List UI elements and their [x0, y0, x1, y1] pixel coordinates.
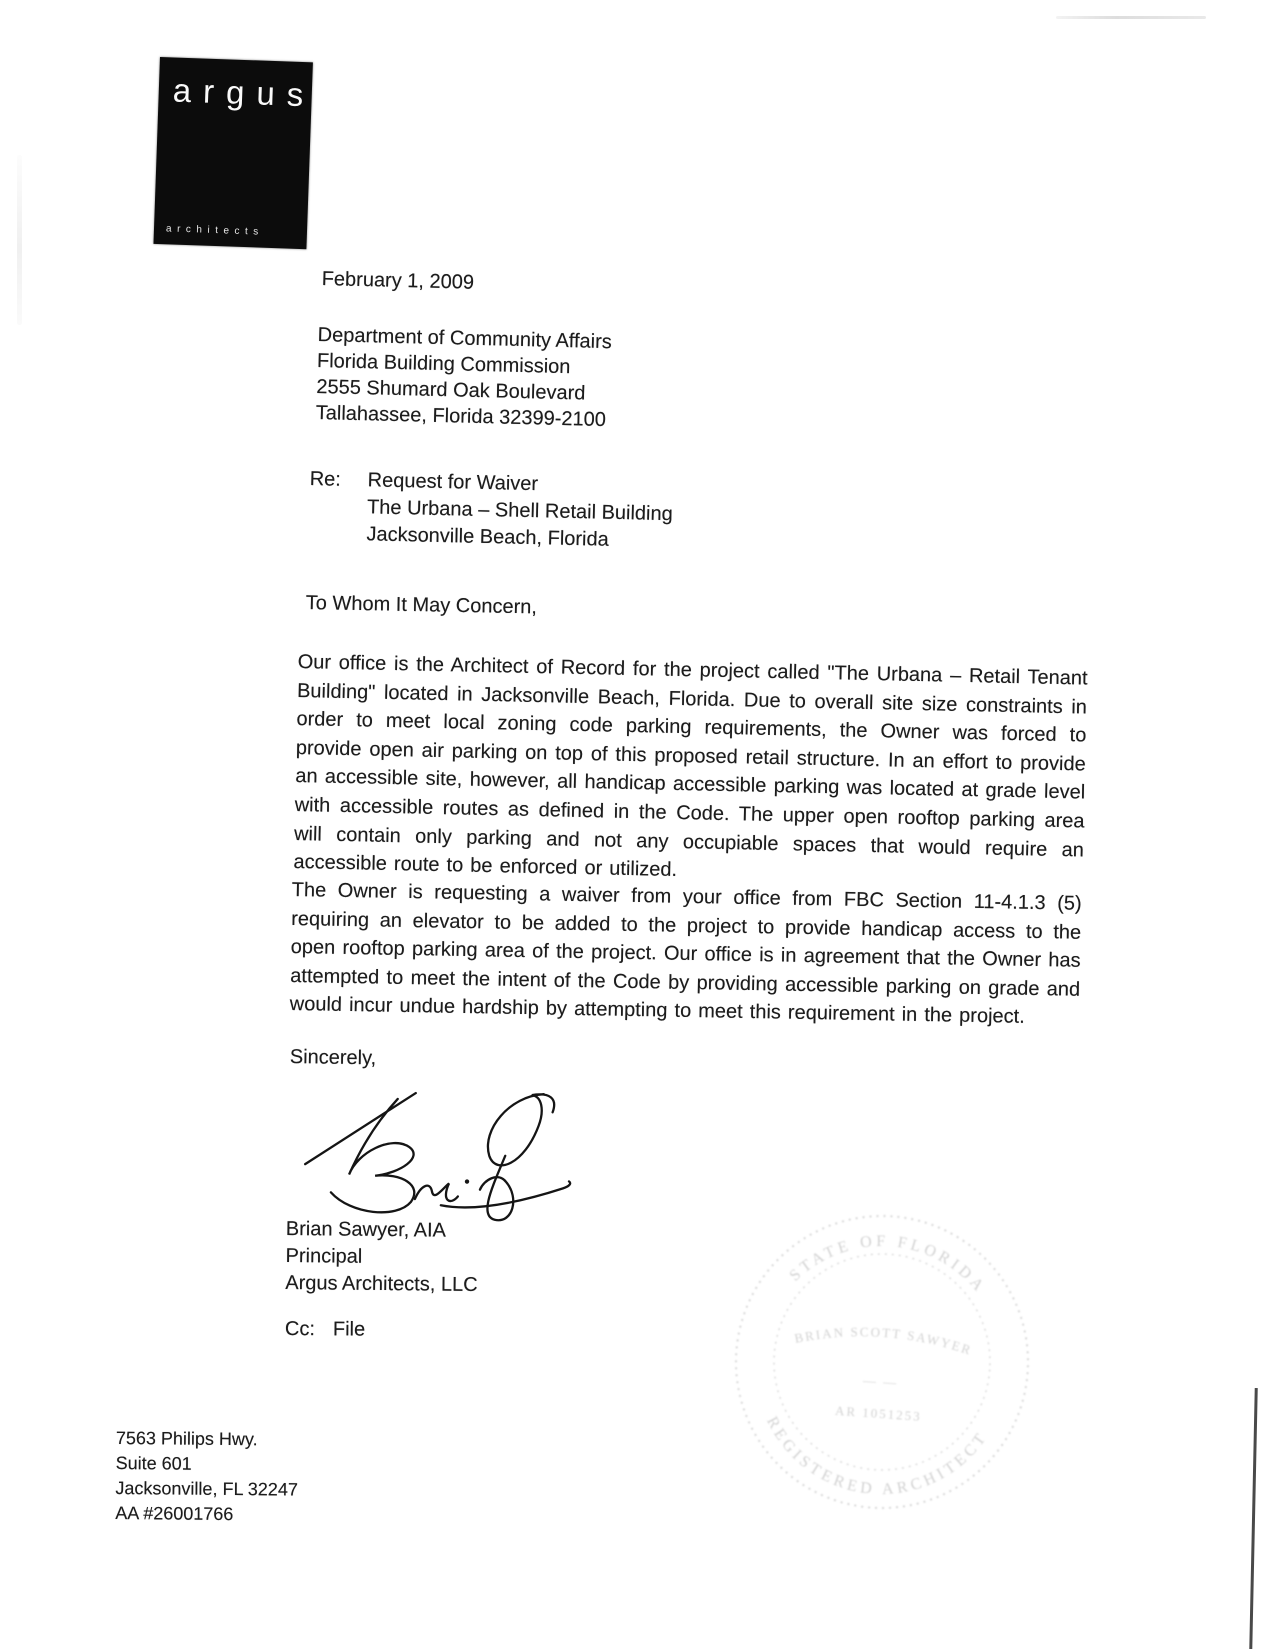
handwritten-signature: [291, 1068, 582, 1226]
recipient-address: [315, 322, 612, 433]
recipient-line: Florida Building Commission: [316, 349, 571, 379]
recipient-line: Department of Community Affairs: [317, 323, 613, 354]
architect-seal-stamp: [711, 1189, 1053, 1535]
logo-subtext: architects: [165, 223, 264, 238]
footer-line: Suite 601: [115, 1452, 192, 1474]
signature-stroke: [441, 1180, 570, 1208]
signer-name: Brian Sawyer, AIA: [285, 1217, 447, 1242]
body-paragraph-1: Our office is the Architect of Record for the project called "The Urbana – Retail Tenant Building" located in Jacksonville Beach, Florida. Due to overall site size constraints in order to meet local zoning code parking requirements, the Owner was forced to provide open air parking on top of this proposed retail structure. In an effort to provide an accessible site, however, all handicap accessible parking was located at grade level with accessible routes as defined in the Code. The upper open rooftop parking area will contain only parking and not any occupiable spaces that would require an accessible route to be enforced or utilized.: [293, 650, 1088, 882]
firm-address-footer: [115, 1426, 298, 1528]
stamp-outer-ring: [726, 1206, 1038, 1518]
subject-block: [308, 466, 673, 555]
salutation: To Whom It May Concern,: [305, 592, 538, 619]
subject-lines: [366, 467, 673, 555]
stamp-arc-bottom-text: REGISTERED ARCHITECT: [763, 1414, 992, 1499]
cc-line: [285, 1318, 365, 1342]
valediction: Sincerely,: [289, 1046, 377, 1070]
body-paragraph-2: The Owner is requesting a waiver from your office from FBC Section 11-4.1.3 (5) requiring an elevator to be added to the project to provide handicap access to the open rooftop parking area of the project. Our office is in agreement that the Owner has attempted to meet the intent of the Code by providing accessible parking on grade and would incur undue hardship by attempting to meet this requirement in the project.: [289, 878, 1082, 1029]
scan-artifact-left-streak: [17, 155, 22, 325]
subject-line: Jacksonville Beach, Florida: [366, 523, 609, 551]
cc-label: Cc:: [284, 1318, 315, 1341]
stamp-number-text: AR 1051253: [834, 1402, 923, 1424]
signature-stroke: [331, 1098, 415, 1212]
signer-title: Principal: [285, 1244, 363, 1268]
footer-line: Jacksonville, FL 32247: [115, 1477, 298, 1500]
cc-value: File: [332, 1318, 366, 1341]
scan-artifact-right-line: [1249, 1388, 1257, 1649]
footer-line: 7563 Philips Hwy.: [115, 1427, 258, 1450]
letter-date: February 1, 2009: [321, 268, 475, 294]
signature-dot: [465, 1179, 469, 1183]
subject-line: Request for Waiver: [367, 469, 539, 496]
subject-line: The Urbana – Shell Retail Building: [366, 496, 673, 526]
stamp-arc-top-text: STATE OF FLORIDA: [786, 1232, 990, 1298]
signer-company: Argus Architects, LLC: [285, 1271, 478, 1297]
subject-label: Re:: [309, 467, 342, 491]
recipient-line: Tallahassee, Florida 32399-2100: [315, 401, 607, 432]
signer-block: [285, 1216, 478, 1299]
stamp-name-text: BRIAN SCOTT SAWYER: [793, 1324, 975, 1358]
stamp-dash: — —: [862, 1372, 899, 1391]
footer-line: AA #26001766: [115, 1502, 234, 1525]
signature-stroke: [415, 1183, 458, 1201]
recipient-line: 2555 Shumard Oak Boulevard: [316, 375, 586, 405]
logo-wordmark: argus: [172, 71, 316, 114]
signature-stroke: [488, 1094, 554, 1166]
scan-artifact-top-line: [1056, 16, 1206, 19]
argus-logo: [153, 57, 316, 249]
signature-stroke: [305, 1092, 416, 1165]
